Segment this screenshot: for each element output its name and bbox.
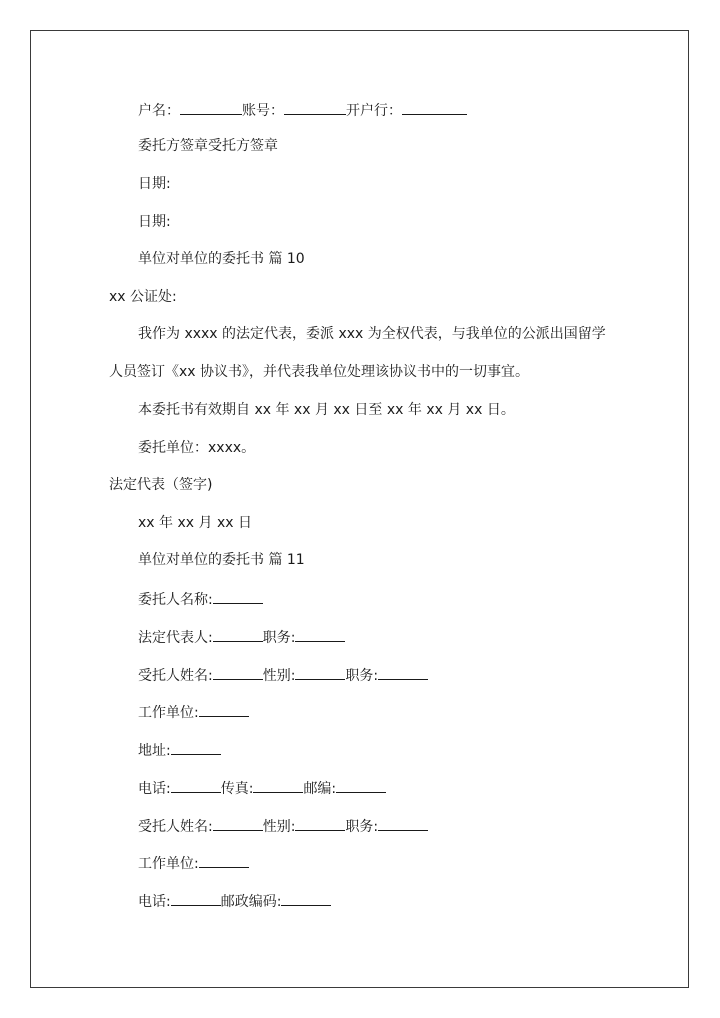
client-name-blank (213, 588, 263, 604)
body-paragraph-line: 我作为 xxxx 的法定代表，委派 xxx 为全权代表，与我单位的公派出国留学 (138, 326, 606, 342)
legal-representative-line: 法定代表（签字) (109, 477, 213, 493)
form-field-line (138, 626, 345, 648)
position-blank (295, 626, 345, 642)
position-label: 职务: (345, 668, 379, 684)
account-name-blank (180, 99, 242, 115)
date-line: 日期: (138, 176, 171, 192)
legal-representative-label: 法定代表人: (138, 630, 213, 646)
gender-blank (295, 664, 345, 680)
work-unit-blank (199, 701, 249, 717)
work-unit-blank (199, 852, 249, 868)
client-name-label: 委托人名称: (138, 592, 213, 608)
addressee-line: xx 公证处: (109, 289, 177, 305)
postal-code-label: 邮政编码: (220, 894, 282, 910)
position-label: 职务: (345, 819, 379, 835)
gender-label: 性别: (262, 819, 296, 835)
form-field-line (138, 890, 331, 912)
postcode-blank (336, 777, 386, 793)
form-field-line (138, 739, 221, 761)
gender-blank (295, 815, 345, 831)
entrusting-unit-line: 委托单位：xxxx。 (138, 440, 256, 456)
phone-label: 电话: (138, 894, 171, 910)
form-field-line (138, 701, 249, 723)
position-blank (378, 815, 428, 831)
phone-blank (171, 777, 221, 793)
postcode-label: 邮编: (303, 781, 337, 797)
trustee-name-blank (213, 815, 263, 831)
trustee-name-label: 受托人姓名: (138, 819, 213, 835)
fax-blank (253, 777, 303, 793)
form-field-line (138, 777, 386, 799)
form-field-line (138, 852, 249, 874)
trustee-name-blank (213, 664, 263, 680)
bank-blank (402, 99, 467, 115)
section-heading: 单位对单位的委托书 篇 11 (138, 552, 305, 568)
validity-line: 本委托书有效期自 xx 年 xx 月 xx 日至 xx 年 xx 月 xx 日。 (138, 402, 515, 418)
body-paragraph-line: 人员签订《xx 协议书》，并代表我单位处理该协议书中的一切事宜。 (109, 364, 530, 380)
trustee-name-label: 受托人姓名: (138, 668, 213, 684)
work-unit-label: 工作单位: (138, 856, 199, 872)
form-field-line (138, 815, 428, 837)
date-line: xx 年 xx 月 xx 日 (138, 515, 252, 531)
document-page (30, 30, 689, 988)
section-heading: 单位对单位的委托书 篇 10 (138, 251, 305, 267)
gender-label: 性别: (262, 668, 296, 684)
address-label: 地址: (138, 743, 171, 759)
account-number-label: 账号： (242, 103, 284, 119)
legal-representative-blank (213, 626, 263, 642)
account-name-label: 户名： (138, 103, 180, 119)
postal-code-blank (281, 890, 331, 906)
work-unit-label: 工作单位: (138, 705, 199, 721)
date-line: 日期: (138, 214, 171, 230)
fax-label: 传真: (220, 781, 254, 797)
position-blank (378, 664, 428, 680)
form-field-line (138, 664, 428, 686)
address-blank (171, 739, 221, 755)
account-number-blank (284, 99, 346, 115)
phone-blank (171, 890, 221, 906)
form-field-line (138, 588, 263, 610)
position-label: 职务: (262, 630, 296, 646)
bank-label: 开户行： (346, 103, 402, 119)
account-info-line (138, 99, 467, 121)
phone-label: 电话: (138, 781, 171, 797)
signature-line: 委托方签章受托方签章 (138, 138, 278, 154)
